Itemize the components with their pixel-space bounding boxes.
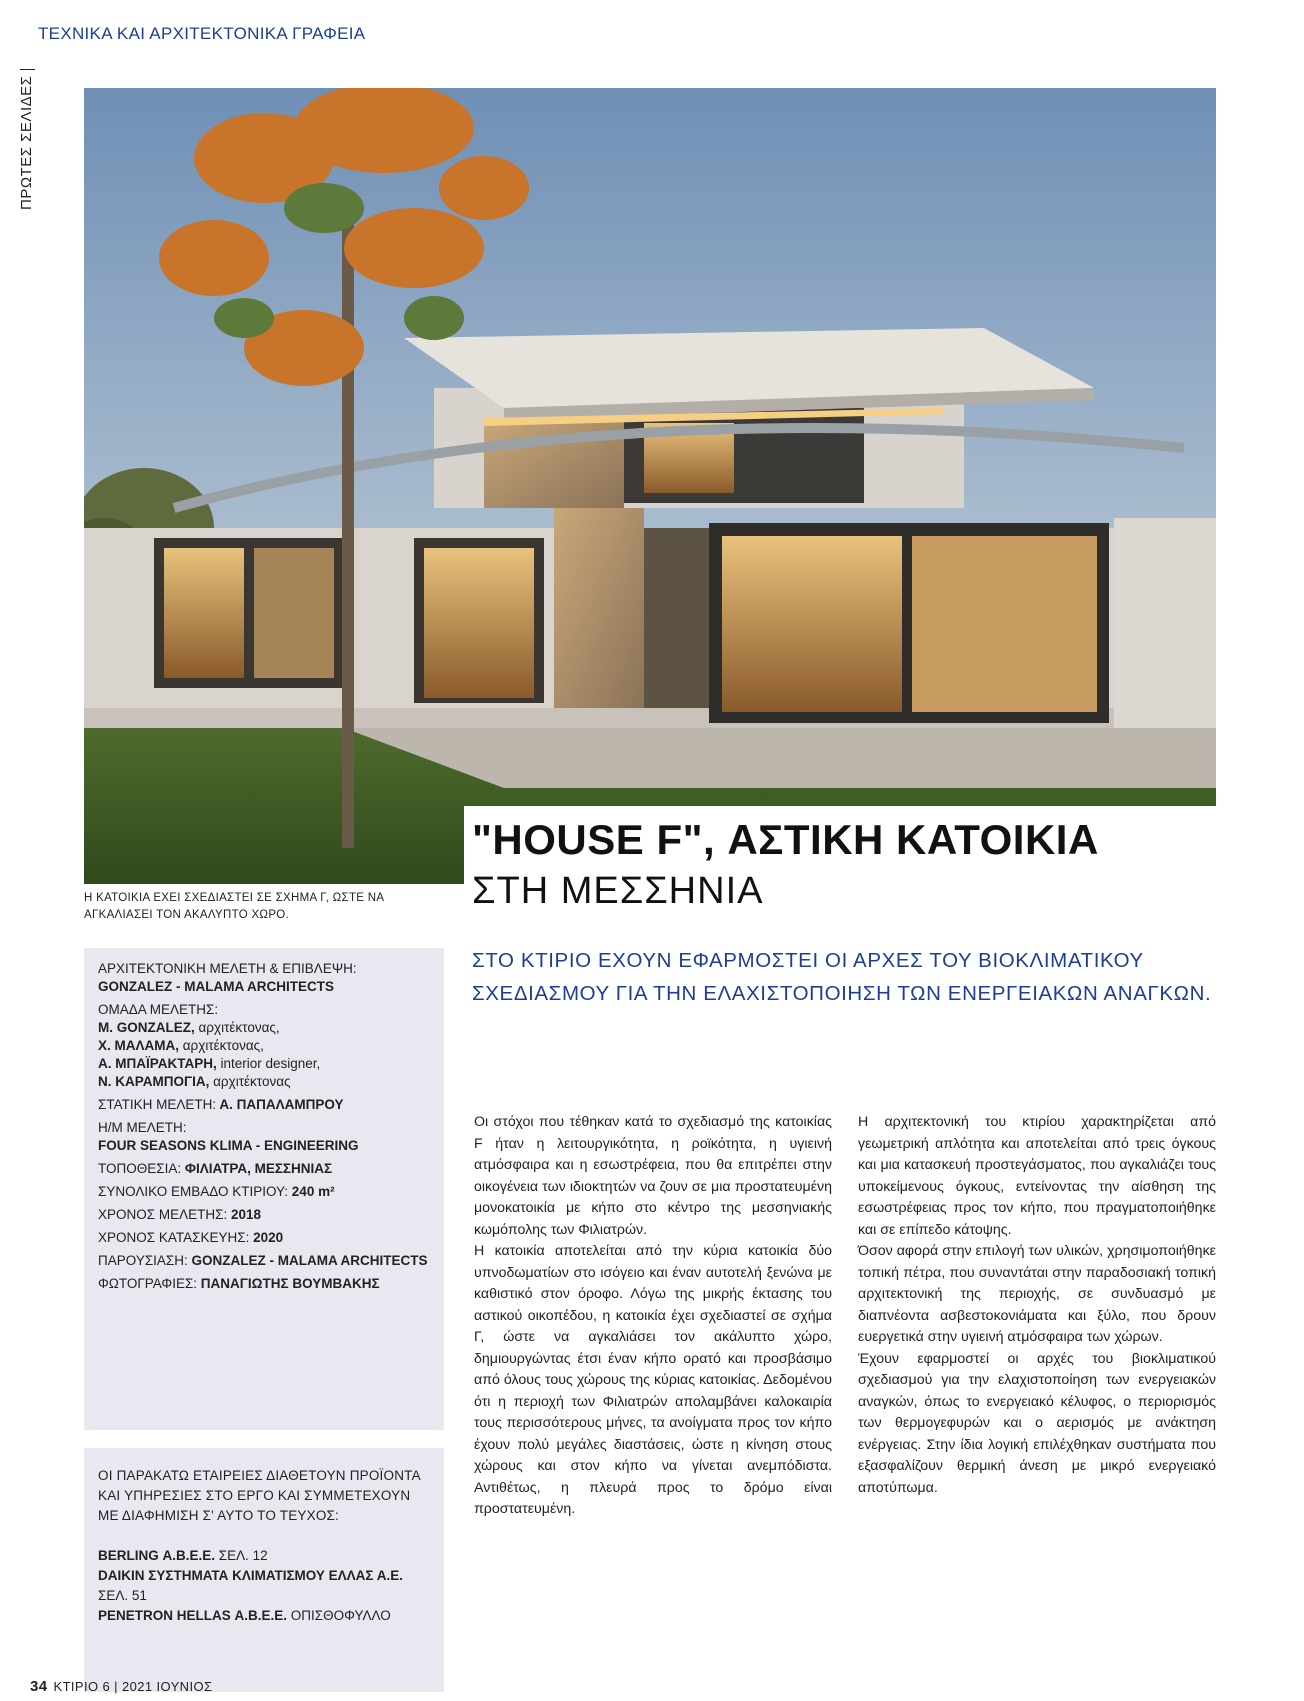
body-paragraph: Όσον αφορά στην επιλογή των υλικών, χρησιμοποιήθηκε τοπική πέτρα, που συναντάται στην παραδοσιακή τοπική αρχιτεκτονική της περιοχής, σε συνδυασμό με διαπνέοντα ασβεστοκονιάματα και ξύλο, που δρουν ευεργετικά στην υγιεινή ατμόσφαιρα των χώρων.: [858, 1243, 1216, 1345]
credit-static: ΣΤΑΤΙΚΗ ΜΕΛΕΤΗ: Α. ΠΑΠΑΛΑΜΠΡΟΥ: [98, 1097, 344, 1112]
sponsor-item: BERLING Α.Β.Ε.Ε. ΣΕΛ. 12: [98, 1548, 268, 1563]
lead-paragraph: ΣΤΟ ΚΤΙΡΙΟ ΕΧΟΥΝ ΕΦΑΡΜΟΣΤΕΙ ΟΙ ΑΡΧΕΣ ΤΟΥ ΒΙΟΚΛΙΜΑΤΙΚΟΥ ΣΧΕΔΙΑΣΜΟΥ ΓΙΑ ΤΗΝ ΕΛΑΧΙΣΤΟΠΟΙΗΣΗ ΤΩΝ ΕΝΕΡΓΕΙΑΚΩΝ ΑΝΑΓΚΩΝ.: [472, 949, 1212, 1005]
credit-team-label: ΟΜΑΔΑ ΜΕΛΕΤΗΣ:: [98, 1002, 219, 1017]
page-number: 34: [30, 1678, 48, 1695]
body-paragraph: Η αρχιτεκτονική του κτιρίου χαρακτηρίζεται από γεωμετρική απλότητα και αποτελείται από τρεις όγκους και μια κατασκευή προστεγάσματος, που αγκαλιάζει τους υποκείμενους όγκους, εντείνοντας την αίσθηση της εσωστρέφειας προς τον κήπο, που πραγματοποιήθηκε και σε επίπεδο κάτοψης.: [858, 1114, 1216, 1238]
sponsor-item: DAIKIN ΣΥΣΤΗΜΑΤΑ ΚΛΙΜΑΤΙΣΜΟΥ ΕΛΛΑΣ Α.Ε. ΣΕΛ. 51: [98, 1568, 404, 1603]
section-title: ΤΕΧΝΙΚΑ ΚΑΙ ΑΡΧΙΤΕΚΤΟΝΙΚΑ ΓΡΑΦΕΙΑ: [38, 24, 366, 43]
credit-build-year: ΧΡΟΝΟΣ ΚΑΤΑΣΚΕΥΗΣ: 2020: [98, 1230, 284, 1245]
credit-architecture-value: GONZALEZ - MALAMA ARCHITECTS: [98, 979, 334, 994]
photo-caption: Η ΚΑΤΟΙΚΙΑ ΕΧΕΙ ΣΧΕΔΙΑΣΤΕΙ ΣΕ ΣΧΗΜΑ Γ, ΩΣΤΕ ΝΑ ΑΓΚΑΛΙΑΣΕΙ ΤΟΝ ΑΚΑΛΥΠΤΟ ΧΩΡΟ.: [84, 892, 384, 921]
credit-photos: ΦΩΤΟΓΡΑΦΙΕΣ: ΠΑΝΑΓΙΩΤΗΣ ΒΟΥΜΒΑΚΗΣ: [98, 1276, 380, 1291]
sponsors-box: [84, 1448, 444, 1692]
body-paragraph: Οι στόχοι που τέθηκαν κατά το σχεδιασμό της κατοικίας F ήταν η λειτουργικότητα, η ροϊκότητα, η υγιεινή ατμόσφαιρα και η εσωστρέφεια, που θα επιτρέπει στην οικογένεια των ιδιοκτητών να ζουν σε μια προστατευμένη μονοκατοικία με κήπο στο κέντρο της μεσσηνιακής κωμόπολης των Φιλιατρών.: [474, 1114, 832, 1238]
page-footer: [30, 1678, 212, 1695]
body-column-1: [474, 1112, 832, 1521]
credit-team-member: Μ. GONZALEZ, αρχιτέκτονας,: [98, 1020, 280, 1035]
body-paragraph: Έχουν εφαρμοστεί οι αρχές του βιοκλιματικού σχεδιασμού για την ελαχιστοποίηση των ενεργειακών αναγκών, όπως το ενεργειακό κέλυφος, ο περιορισμός των θερμογεφυρών και ο αερισμός με ανάκτηση ενέργειας. Στην ίδια λογική επιλέχθηκαν συστήματα που εξασφαλίζουν θερμική άνεση με μικρό ενεργειακό αποτύπωμα.: [858, 1350, 1216, 1496]
body-column-2: [858, 1112, 1216, 1499]
credit-mep-label: Η/Μ ΜΕΛΕΤΗ:: [98, 1120, 187, 1135]
credit-mep-value: FOUR SEASONS KLIMA - ENGINEERING: [98, 1138, 359, 1153]
credits-box: [84, 948, 444, 1430]
credit-area: ΣΥΝΟΛΙΚΟ ΕΜΒΑΔΟ ΚΤΙΡΙΟΥ: 240 m²: [98, 1184, 335, 1199]
article-subtitle: ΣΤΗ ΜΕΣΣΗΝΙΑ: [472, 870, 764, 912]
side-section-label: ΠΡΩΤΕΣ ΣΕΛΙΔΕΣ: [18, 10, 35, 210]
house-photo: [84, 88, 1216, 884]
magazine-name: ΚΤΙΡΙΟ: [53, 1679, 99, 1694]
sponsors-intro: ΟΙ ΠΑΡΑΚΑΤΩ ΕΤΑΙΡΕΙΕΣ ΔΙΑΘΕΤΟΥΝ ΠΡΟΪΟΝΤΑ ΚΑΙ ΥΠΗΡΕΣΙΕΣ ΣΤΟ ΕΡΓΟ ΚΑΙ ΣΥΜΜΕΤΕΧΟΥΝ ΜΕ ΔΙΑΦΗΜΙΣΗ Σ' ΑΥΤΟ ΤΟ ΤΕΥΧΟΣ:: [98, 1468, 421, 1523]
credit-team-member: Ν. ΚΑΡΑΜΠΟΓΙΑ, αρχιτέκτονας: [98, 1074, 291, 1089]
issue-info: 6 | 2021 ΙΟΥΝΙΟΣ: [98, 1679, 213, 1694]
credit-architecture-label: ΑΡΧΙΤΕΚΤΟΝΙΚΗ ΜΕΛΕΤΗ & ΕΠΙΒΛΕΨΗ:: [98, 961, 357, 976]
credit-team-member: Α. ΜΠΑΪΡΑΚΤΑΡΗ, interior designer,: [98, 1056, 321, 1071]
credit-presentation: ΠΑΡΟΥΣΙΑΣΗ: GONZALEZ - MALAMA ARCHITECTS: [98, 1253, 428, 1268]
article-title: "HOUSE F", ΑΣΤΙΚΗ ΚΑΤΟΙΚΙΑ: [472, 816, 1099, 863]
credit-design-year: ΧΡΟΝΟΣ ΜΕΛΕΤΗΣ: 2018: [98, 1207, 262, 1222]
sponsor-item: PENETRON HELLAS Α.Β.Ε.Ε. ΟΠΙΣΘΟΦΥΛΛΟ: [98, 1608, 391, 1623]
credit-location: ΤΟΠΟΘΕΣΙΑ: ΦΙΛΙΑΤΡΑ, ΜΕΣΣΗΝΙΑΣ: [98, 1161, 333, 1176]
body-paragraph: Η κατοικία αποτελείται από την κύρια κατοικία δύο υπνοδωματίων στο ισόγειο και έναν αυτοτελή ξενώνα με καθιστικό στον όροφο. Λόγω της μικρής έκτασης του αστικού οικοπέδου, η κατοικία έχει σχεδιαστεί σε σχήμα Γ, ώστε να αγκαλιάσει τον ακάλυπτο χώρο, δημιουργώντας έτσι έναν κήπο ορατό και προσβάσιμο από όλους τους χώρους της κύριας κατοικίας. Δεδομένου ότι η περιοχή των Φιλιατρών απολαμβάνει καλοκαιρία τους περισσότερους μήνες, τα ανοίγματα προς τον κήπο έχουν πολύ μεγάλες διαστάσεις, ώστε η κίνηση στους χώρους και στον κήπο να γίνεται ανεμπόδιστα. Αντιθέτως, η πλευρά προς το δρόμο είναι προστατευμένη.: [474, 1243, 832, 1517]
credit-team-member: Χ. ΜΑΛΑΜΑ, αρχιτέκτονας,: [98, 1038, 264, 1053]
